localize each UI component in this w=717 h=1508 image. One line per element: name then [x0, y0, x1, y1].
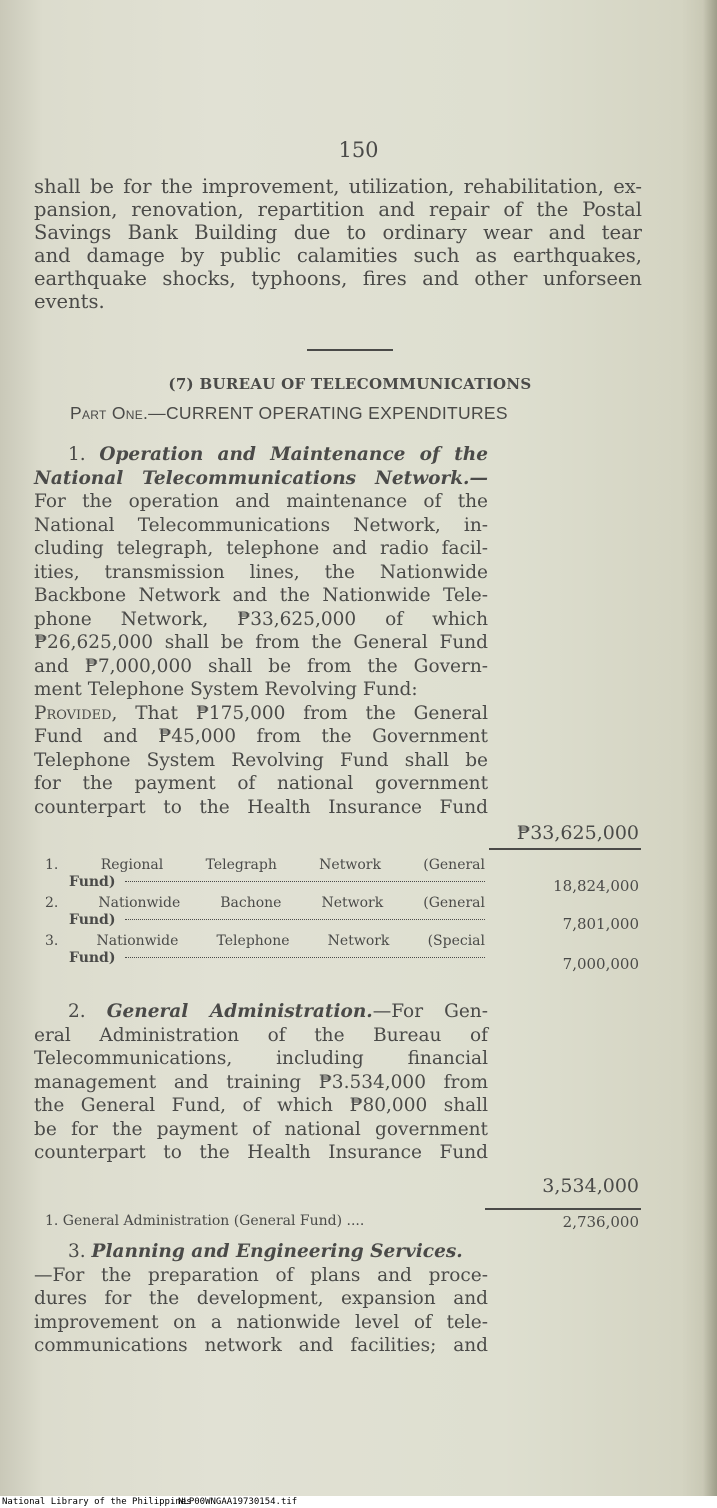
text-line: for the payment of national government	[34, 773, 488, 794]
text-line: shall be for the improvement, utilization, rehabilitation, ex-	[34, 175, 642, 198]
line-item-desc: 2. Nationwide Bachone Network (General	[45, 895, 485, 911]
text-line: cluding telegraph, telephone and radio facil-	[34, 538, 488, 559]
line-item	[45, 933, 485, 967]
text-line: counterpart to the Health Insurance Fund	[34, 796, 488, 818]
provided-line	[34, 702, 488, 726]
provided-rest: That ₱175,000 from the General	[135, 702, 488, 724]
total-underline	[489, 848, 641, 850]
section-2-title	[34, 1000, 488, 1024]
section-3-number: 3.	[68, 1241, 86, 1262]
text-line: phone Network, ₱33,625,000 of which	[34, 608, 488, 630]
section-3	[34, 1240, 488, 1358]
line-item-fund: Fund)	[45, 874, 485, 891]
text-line: Telephone System Revolving Fund shall be	[34, 749, 488, 771]
section-2-number: 2.	[68, 1001, 86, 1022]
total-underline	[485, 1208, 641, 1210]
intro-paragraph	[34, 175, 642, 313]
leader-dots	[125, 881, 485, 882]
text-line: pansion, renovation, repartition and repair of the Postal	[34, 198, 642, 221]
text-line: improvement on a nationwide level of tele-	[34, 1311, 488, 1333]
text-line: earthquake shocks, typhoons, fires and other unforseen	[34, 267, 642, 290]
text-line: events.	[34, 290, 105, 313]
text-line: ₱26,625,000 shall be from the General Fund	[34, 632, 488, 653]
section-1-title	[34, 443, 488, 467]
text-line: counterpart to the Health Insurance Fund	[34, 1142, 488, 1163]
section-3-title-text: Planning and Engineering Services.	[91, 1241, 463, 1262]
page-number: 150	[338, 138, 379, 162]
text-line: ment Telephone System Revolving Fund:	[34, 679, 418, 700]
section-1-title-line2: National Telecommunications Network.—	[34, 467, 488, 489]
line-item	[45, 857, 485, 891]
text-line: the General Fund, of which ₱80,000 shall	[34, 1095, 488, 1116]
text-line: Savings Bank Building due to ordinary wear and tear	[34, 221, 642, 244]
footer-library: National Library of the Philippines	[2, 1497, 192, 1507]
text-line: ities, transmission lines, the Nationwide	[34, 561, 488, 583]
provided-word: Provided,	[34, 702, 118, 724]
section-divider	[307, 349, 393, 351]
agency-heading: (7) BUREAU OF TELECOMMUNICATIONS	[168, 375, 532, 393]
section-2	[34, 1000, 488, 1165]
part-label: Part One.	[70, 403, 149, 423]
line-item-fund: Fund)	[45, 950, 485, 967]
text-line: dures for the development, expansion and	[34, 1288, 488, 1309]
section-3-title	[34, 1240, 488, 1264]
text-line: Telecommunications, including financial	[34, 1048, 488, 1069]
text-line: Backbone Network and the Nationwide Tele-	[34, 585, 488, 606]
leader-dots	[125, 957, 485, 958]
section-1	[34, 443, 488, 819]
text-line: be for the payment of national government	[34, 1118, 488, 1140]
line-item-desc: 1. General Administration (General Fund) ....	[45, 1213, 365, 1229]
section-2-title-rest: —For Gen-	[372, 1001, 488, 1022]
section-1-total: ₱33,625,000	[516, 822, 639, 844]
line-item-amount: 18,824,000	[553, 877, 639, 895]
leader-dots	[125, 919, 485, 920]
line-item-desc: 3. Nationwide Telephone Network (Special	[45, 933, 486, 949]
text-line: and ₱7,000,000 shall be from the Govern-	[34, 655, 488, 677]
line-item-fund: Fund)	[45, 912, 485, 929]
line-item	[45, 1213, 485, 1230]
section-1-number: 1.	[68, 444, 86, 465]
line-item-amount: 7,000,000	[562, 955, 639, 973]
scan-footer	[0, 1496, 717, 1508]
text-line: eral Administration of the Bureau of	[34, 1024, 488, 1046]
text-line: communications network and facilities; and	[34, 1335, 488, 1356]
section-1-title-line1: Operation and Maintenance of the	[99, 444, 488, 465]
text-line: and damage by public calamities such as earthquakes,	[34, 244, 642, 267]
line-item-amount: 2,736,000	[562, 1213, 639, 1231]
text-line: Fund and ₱45,000 from the Government	[34, 726, 488, 747]
line-item-desc: 1. Regional Telegraph Network (General	[45, 857, 486, 873]
line-item	[45, 895, 485, 929]
part-heading	[70, 403, 630, 424]
page-edge-shadow	[703, 0, 717, 1496]
text-line: —For the preparation of plans and proce-	[34, 1264, 488, 1286]
text-line: management and training ₱3.534,000 from	[34, 1071, 488, 1093]
section-2-title-text: General Administration.	[106, 1001, 373, 1022]
text-line: National Telecommunications Network, in-	[34, 514, 488, 536]
section-2-total: 3,534,000	[542, 1175, 639, 1197]
part-title: —CURRENT OPERATING EXPENDITURES	[148, 403, 508, 423]
text-line: For the operation and maintenance of the	[34, 491, 488, 512]
footer-file-id: NLP00WNGAA19730154.tif	[178, 1497, 298, 1507]
line-item-amount: 7,801,000	[562, 915, 639, 933]
